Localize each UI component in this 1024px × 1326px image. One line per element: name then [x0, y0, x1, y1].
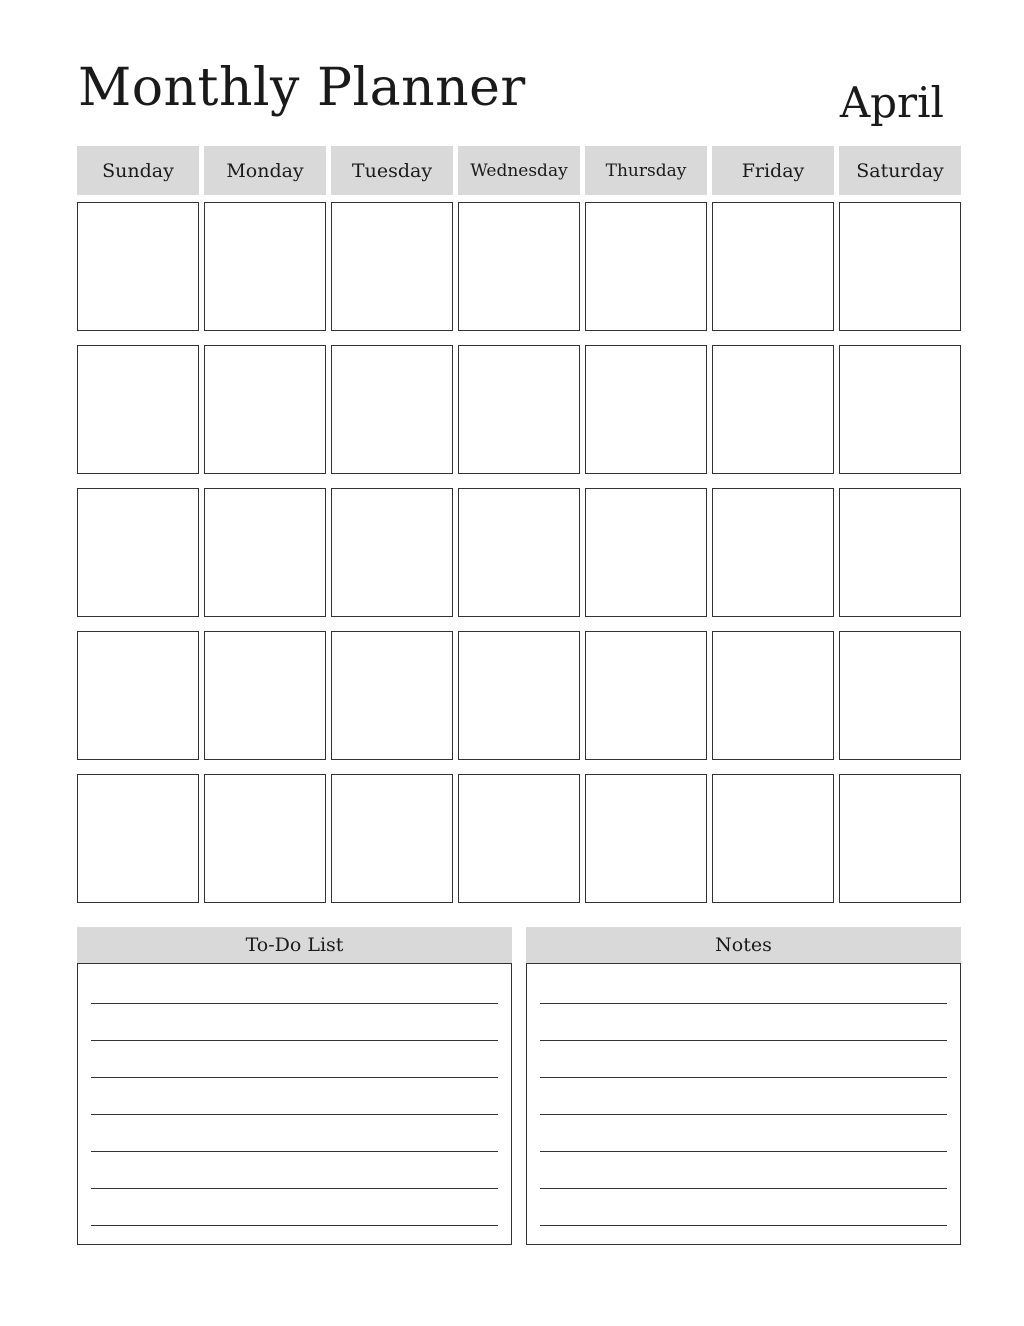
month-label: April — [839, 78, 944, 127]
calendar-day-cell[interactable] — [77, 774, 199, 903]
calendar-day-cell[interactable] — [585, 774, 707, 903]
writing-line — [540, 1077, 947, 1078]
writing-line — [540, 1040, 947, 1041]
notes-panel — [526, 927, 961, 1245]
calendar-day-cell[interactable] — [204, 774, 326, 903]
writing-line — [91, 1003, 498, 1004]
day-header-monday: Monday — [204, 146, 326, 195]
day-header-friday: Friday — [712, 146, 834, 195]
todo-panel — [77, 927, 512, 1245]
calendar-day-cell[interactable] — [77, 345, 199, 474]
calendar-day-cell[interactable] — [712, 631, 834, 760]
calendar-day-cell[interactable] — [585, 488, 707, 617]
day-of-week-header-row — [77, 146, 961, 195]
writing-line — [91, 1040, 498, 1041]
writing-line — [91, 1225, 498, 1226]
todo-lines-area[interactable] — [77, 963, 512, 1245]
calendar-day-cell[interactable] — [839, 774, 961, 903]
calendar-day-cell[interactable] — [585, 202, 707, 331]
calendar-day-cell[interactable] — [839, 631, 961, 760]
calendar-day-cell[interactable] — [712, 774, 834, 903]
notes-lines-area[interactable] — [526, 963, 961, 1245]
calendar-day-cell[interactable] — [204, 345, 326, 474]
calendar-day-cell[interactable] — [839, 202, 961, 331]
calendar-day-cell[interactable] — [77, 202, 199, 331]
calendar-day-cell[interactable] — [458, 774, 580, 903]
calendar-day-cell[interactable] — [712, 345, 834, 474]
day-header-wednesday: Wednesday — [458, 146, 580, 195]
writing-line — [540, 1188, 947, 1189]
writing-line — [91, 1114, 498, 1115]
day-header-sunday: Sunday — [77, 146, 199, 195]
calendar-day-cell[interactable] — [712, 202, 834, 331]
calendar-day-cell[interactable] — [331, 774, 453, 903]
calendar-day-cell[interactable] — [77, 631, 199, 760]
calendar-day-cell[interactable] — [331, 631, 453, 760]
writing-line — [91, 1188, 498, 1189]
writing-line — [91, 1151, 498, 1152]
day-header-tuesday: Tuesday — [331, 146, 453, 195]
writing-line — [540, 1003, 947, 1004]
calendar-day-cell[interactable] — [839, 345, 961, 474]
calendar-day-cell[interactable] — [458, 345, 580, 474]
page-title: Monthly Planner — [78, 58, 526, 118]
calendar-day-cell[interactable] — [585, 631, 707, 760]
calendar-grid — [77, 202, 961, 903]
calendar-day-cell[interactable] — [331, 202, 453, 331]
todo-panel-title: To-Do List — [77, 927, 512, 963]
calendar-day-cell[interactable] — [331, 488, 453, 617]
notes-panel-title: Notes — [526, 927, 961, 963]
calendar-day-cell[interactable] — [839, 488, 961, 617]
calendar-day-cell[interactable] — [77, 488, 199, 617]
calendar-day-cell[interactable] — [458, 202, 580, 331]
calendar-day-cell[interactable] — [331, 345, 453, 474]
day-header-thursday: Thursday — [585, 146, 707, 195]
writing-line — [540, 1151, 947, 1152]
calendar-day-cell[interactable] — [458, 631, 580, 760]
writing-line — [91, 1077, 498, 1078]
calendar-day-cell[interactable] — [585, 345, 707, 474]
calendar-day-cell[interactable] — [204, 631, 326, 760]
calendar-day-cell[interactable] — [204, 202, 326, 331]
day-header-saturday: Saturday — [839, 146, 961, 195]
writing-line — [540, 1114, 947, 1115]
calendar-day-cell[interactable] — [712, 488, 834, 617]
calendar-day-cell[interactable] — [458, 488, 580, 617]
calendar-day-cell[interactable] — [204, 488, 326, 617]
writing-line — [540, 1225, 947, 1226]
